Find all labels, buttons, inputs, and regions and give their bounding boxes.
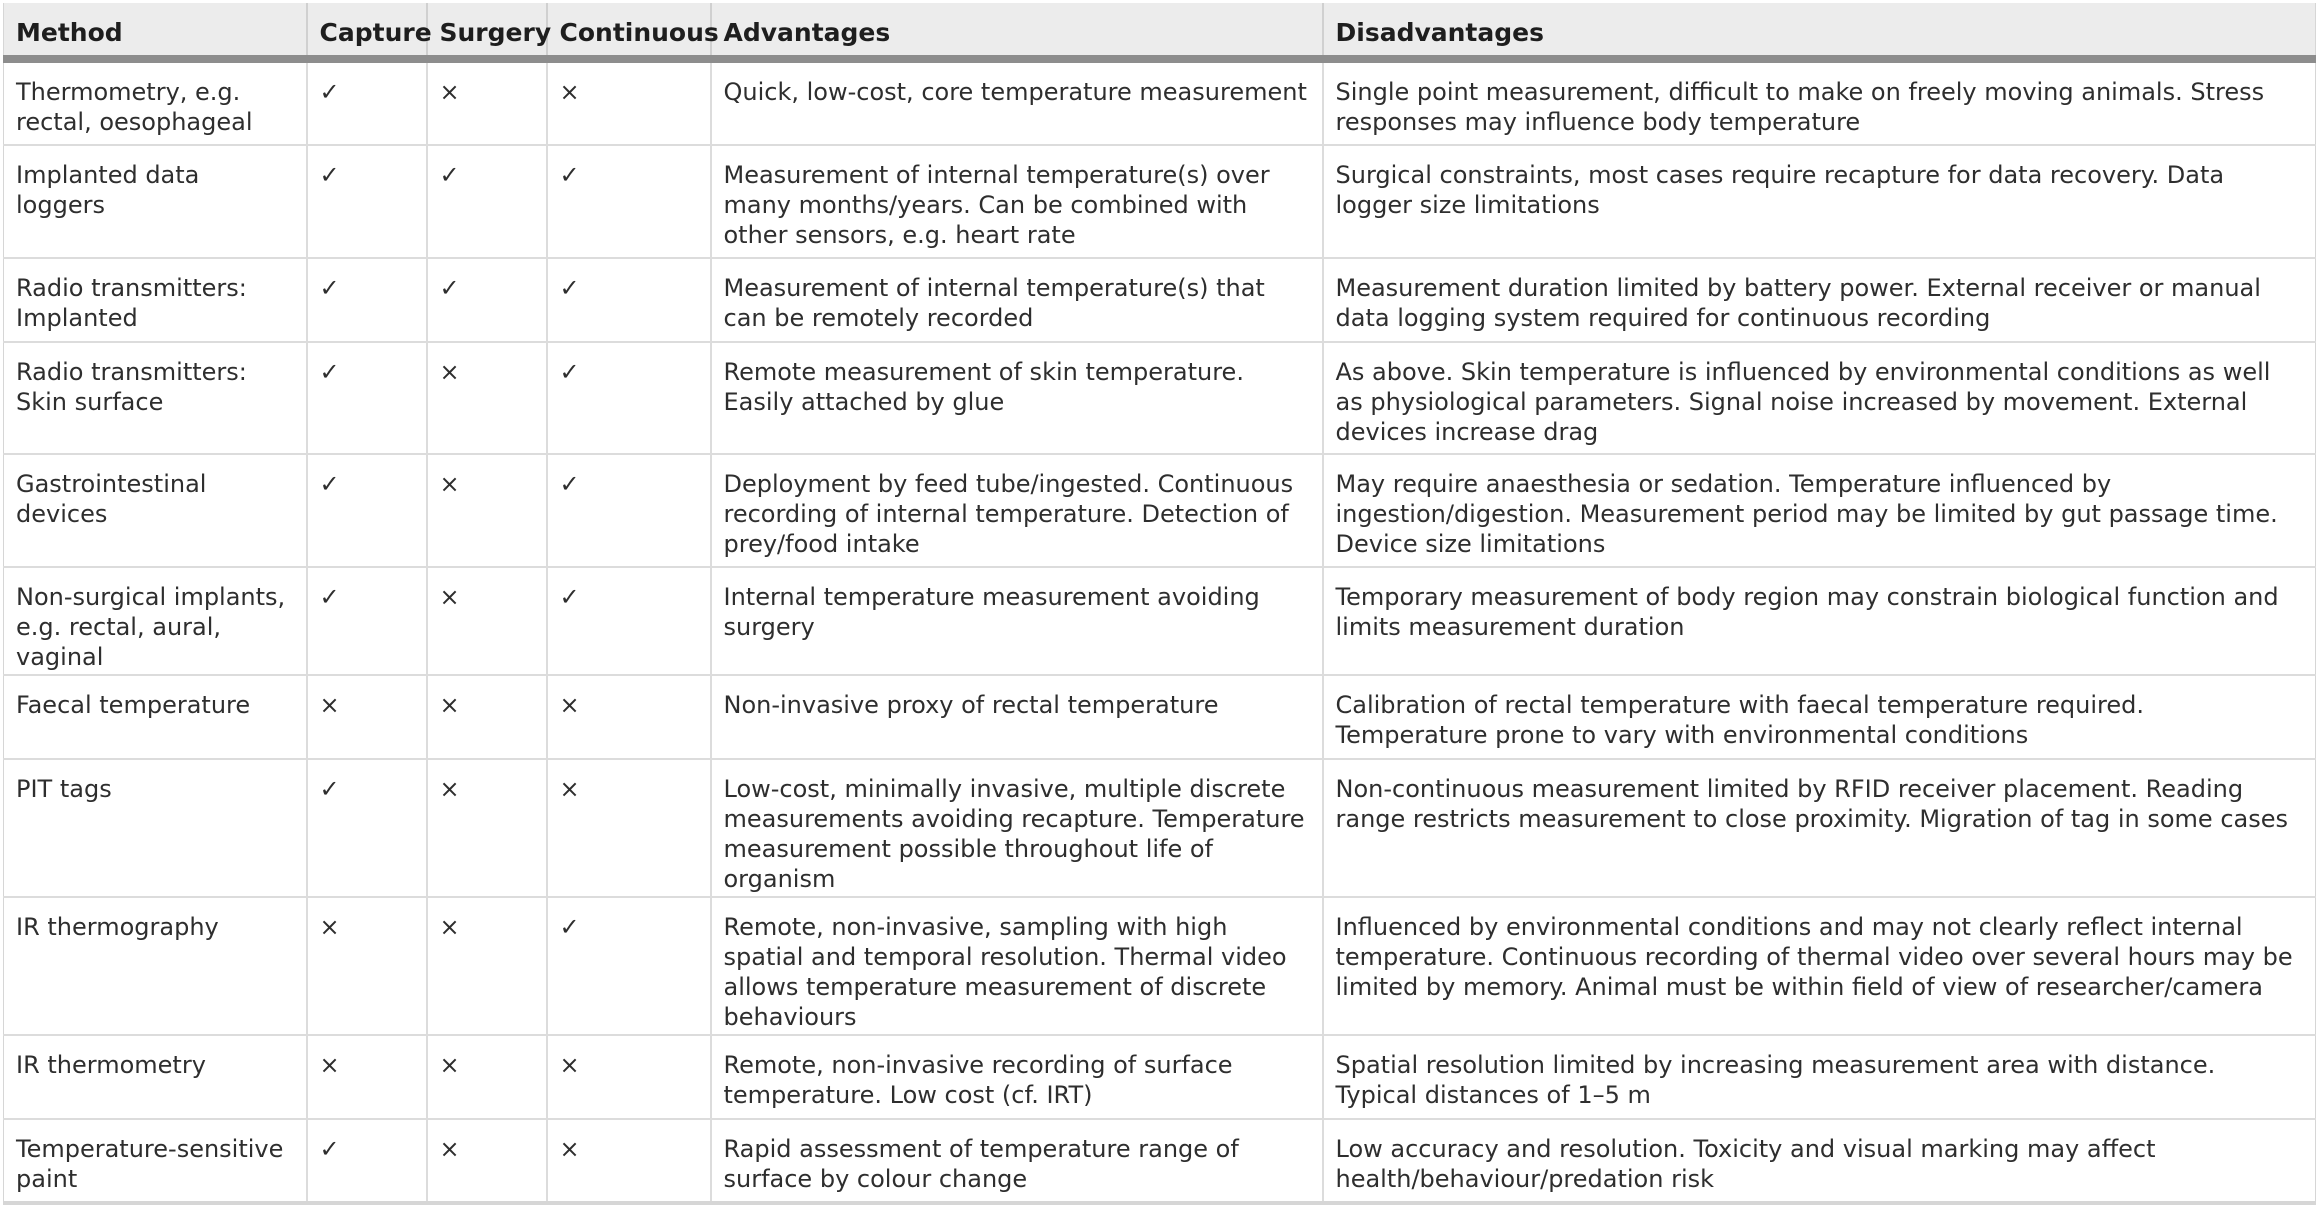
cell-method: Gastrointestinal devices — [4, 454, 307, 567]
cell-continuous: ✓ — [547, 342, 711, 454]
cell-method: Temperature-sensitive paint — [4, 1119, 307, 1203]
cell-advantages: Quick, low-cost, core temperature measurement — [711, 59, 1323, 145]
cell-surgery: × — [427, 1035, 547, 1119]
header-capture: Capture — [307, 3, 427, 59]
cell-method: Radio transmitters: Skin surface — [4, 342, 307, 454]
cell-surgery: × — [427, 897, 547, 1035]
cell-continuous: ✓ — [547, 258, 711, 342]
cell-surgery: × — [427, 342, 547, 454]
cell-disadvantages: May require anaesthesia or sedation. Temperature influenced by ingestion/digestion. Measurement period may be limited by gut passage time. Device size limitations — [1323, 454, 2316, 567]
table-body — [4, 59, 2316, 1203]
cell-capture: ✓ — [307, 258, 427, 342]
cell-disadvantages: Low accuracy and resolution. Toxicity and visual marking may affect health/behaviour/predation risk — [1323, 1119, 2316, 1203]
cell-method: Non-surgical implants, e.g. rectal, aural, vaginal — [4, 567, 307, 675]
header-advantages: Advantages — [711, 3, 1323, 59]
cell-advantages: Measurement of internal temperature(s) that can be remotely recorded — [711, 258, 1323, 342]
cell-disadvantages: Calibration of rectal temperature with faecal temperature required. Temperature prone to vary with environmental conditions — [1323, 675, 2316, 759]
cell-surgery: ✓ — [427, 258, 547, 342]
cell-method: Thermometry, e.g. rectal, oesophageal — [4, 59, 307, 145]
header-method: Method — [4, 3, 307, 59]
table-row — [4, 145, 2316, 258]
cell-continuous: × — [547, 1119, 711, 1203]
table-row — [4, 1035, 2316, 1119]
methods-table — [3, 3, 2316, 1205]
cell-disadvantages: Surgical constraints, most cases require recapture for data recovery. Data logger size limitations — [1323, 145, 2316, 258]
cell-continuous: ✓ — [547, 567, 711, 675]
cell-surgery: × — [427, 759, 547, 897]
cell-advantages: Deployment by feed tube/ingested. Continuous recording of internal temperature. Detection of prey/food intake — [711, 454, 1323, 567]
table-row — [4, 567, 2316, 675]
cell-surgery: ✓ — [427, 145, 547, 258]
cell-advantages: Measurement of internal temperature(s) over many months/years. Can be combined with other sensors, e.g. heart rate — [711, 145, 1323, 258]
table-row — [4, 675, 2316, 759]
cell-surgery: × — [427, 1119, 547, 1203]
cell-capture: × — [307, 897, 427, 1035]
table-row — [4, 1119, 2316, 1203]
table-row — [4, 342, 2316, 454]
cell-surgery: × — [427, 59, 547, 145]
cell-capture: ✓ — [307, 567, 427, 675]
cell-advantages: Remote, non-invasive, sampling with high spatial and temporal resolution. Thermal video allows temperature measurement of discrete behaviours — [711, 897, 1323, 1035]
cell-advantages: Internal temperature measurement avoiding surgery — [711, 567, 1323, 675]
cell-advantages: Remote measurement of skin temperature. Easily attached by glue — [711, 342, 1323, 454]
table-row — [4, 759, 2316, 897]
header-surgery: Surgery — [427, 3, 547, 59]
cell-disadvantages: As above. Skin temperature is influenced by environmental conditions as well as physiological parameters. Signal noise increased by movement. External devices increase drag — [1323, 342, 2316, 454]
cell-advantages: Remote, non-invasive recording of surface temperature. Low cost (cf. IRT) — [711, 1035, 1323, 1119]
table-row — [4, 59, 2316, 145]
cell-capture: × — [307, 1035, 427, 1119]
cell-capture: ✓ — [307, 1119, 427, 1203]
cell-advantages: Low-cost, minimally invasive, multiple discrete measurements avoiding recapture. Temperature measurement possible throughout life of organism — [711, 759, 1323, 897]
table-row — [4, 897, 2316, 1035]
cell-disadvantages: Influenced by environmental conditions and may not clearly reflect internal temperature. Continuous recording of thermal video over several hours may be limited by memory. Animal must be within field of view of researcher/camera — [1323, 897, 2316, 1035]
cell-surgery: × — [427, 454, 547, 567]
cell-method: Implanted data loggers — [4, 145, 307, 258]
header-row — [4, 3, 2316, 59]
header-continuous: Continuous — [547, 3, 711, 59]
cell-disadvantages: Spatial resolution limited by increasing measurement area with distance. Typical distances of 1–5 m — [1323, 1035, 2316, 1119]
cell-capture: ✓ — [307, 59, 427, 145]
cell-advantages: Rapid assessment of temperature range of surface by colour change — [711, 1119, 1323, 1203]
cell-disadvantages: Single point measurement, difficult to make on freely moving animals. Stress responses may influence body temperature — [1323, 59, 2316, 145]
cell-method: IR thermography — [4, 897, 307, 1035]
cell-continuous: × — [547, 1035, 711, 1119]
cell-method: IR thermometry — [4, 1035, 307, 1119]
cell-continuous: × — [547, 675, 711, 759]
cell-disadvantages: Temporary measurement of body region may constrain biological function and limits measurement duration — [1323, 567, 2316, 675]
cell-surgery: × — [427, 675, 547, 759]
cell-continuous: × — [547, 759, 711, 897]
cell-continuous: × — [547, 59, 711, 145]
cell-continuous: ✓ — [547, 454, 711, 567]
table-row — [4, 454, 2316, 567]
cell-capture: ✓ — [307, 454, 427, 567]
table-row — [4, 258, 2316, 342]
cell-continuous: ✓ — [547, 897, 711, 1035]
cell-capture: ✓ — [307, 342, 427, 454]
cell-capture: ✓ — [307, 759, 427, 897]
cell-capture: ✓ — [307, 145, 427, 258]
cell-capture: × — [307, 675, 427, 759]
cell-continuous: ✓ — [547, 145, 711, 258]
cell-method: Radio transmitters: Implanted — [4, 258, 307, 342]
cell-disadvantages: Measurement duration limited by battery power. External receiver or manual data logging system required for continuous recording — [1323, 258, 2316, 342]
cell-method: Faecal temperature — [4, 675, 307, 759]
cell-method: PIT tags — [4, 759, 307, 897]
header-disadvantages: Disadvantages — [1323, 3, 2316, 59]
cell-surgery: × — [427, 567, 547, 675]
table-header — [4, 3, 2316, 59]
cell-disadvantages: Non-continuous measurement limited by RFID receiver placement. Reading range restricts measurement to close proximity. Migration of tag in some cases — [1323, 759, 2316, 897]
cell-advantages: Non-invasive proxy of rectal temperature — [711, 675, 1323, 759]
